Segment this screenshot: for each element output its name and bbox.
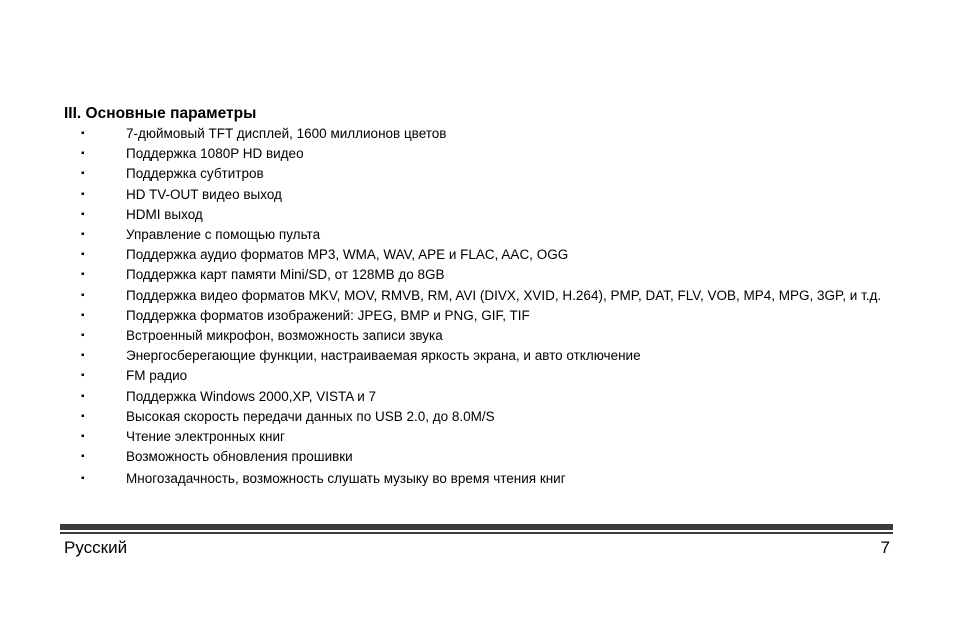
bullet-icon: ▪	[81, 148, 85, 160]
list-item	[0, 387, 954, 407]
bullet-icon: ▪	[81, 350, 85, 362]
list-item	[0, 427, 954, 447]
list-item	[0, 447, 954, 467]
bullet-icon: ▪	[81, 128, 85, 139]
list-item-text: Поддержка 1080P HD видео	[126, 146, 304, 162]
list-item-text: Поддержка субтитров	[126, 166, 264, 182]
list-item	[0, 265, 954, 285]
bullet-icon: ▪	[81, 208, 85, 220]
list-item	[0, 185, 954, 205]
footer-divider-thin	[60, 532, 893, 534]
list-item	[0, 164, 954, 184]
bullet-icon: ▪	[81, 249, 85, 261]
bullet-icon: ▪	[81, 309, 85, 321]
list-item-text: Поддержка аудио форматов MP3, WMA, WAV, APE и FLAC, AAC, OGG	[126, 247, 569, 263]
bullet-icon: ▪	[81, 431, 85, 443]
list-item	[0, 245, 954, 265]
list-item-text: Поддержка форматов изображений: JPEG, BMP и PNG, GIF, TIF	[126, 307, 530, 323]
list-item	[0, 306, 954, 326]
bullet-icon: ▪	[81, 330, 85, 342]
list-item-text: HD TV-OUT видео выход	[126, 186, 282, 202]
list-item-text: Высокая скорость передачи данных по USB 2.0, до 8.0M/S	[126, 408, 495, 424]
footer-language: Русский	[64, 538, 128, 557]
list-item-text: Поддержка Windows 2000,XP, VISTA и 7	[126, 388, 377, 404]
list-item-text: Многозадачность, возможность слушать музыку во время чтения книг	[126, 471, 566, 487]
bullet-icon: ▪	[81, 410, 85, 422]
list-item-text: Чтение электронных книг	[126, 429, 285, 445]
list-item-text: HDMI выход	[126, 206, 203, 222]
list-item	[0, 366, 954, 386]
footer-divider-thick	[60, 524, 893, 530]
bullet-icon: ▪	[81, 370, 85, 382]
list-item-text: Возможность обновления прошивки	[126, 449, 353, 465]
list-item	[0, 469, 954, 489]
bullet-icon: ▪	[81, 229, 85, 241]
page-number: 7	[880, 538, 890, 557]
bullet-icon: ▪	[81, 168, 85, 180]
list-item	[0, 407, 954, 427]
list-item-text: Энергосберегающие функции, настраиваемая яркость экрана, и авто отключение	[126, 348, 641, 364]
bullet-icon: ▪	[81, 188, 85, 200]
bullet-icon: ▪	[81, 269, 85, 281]
list-item	[0, 326, 954, 346]
list-item-text: Встроенный микрофон, возможность записи звука	[126, 328, 443, 344]
bullet-icon: ▪	[81, 390, 85, 402]
list-item-text: Поддержка видео форматов MKV, MOV, RMVB, RM, AVI (DIVX, XVID, H.264), PMP, DAT, FLV, VOB, MP4, MPG, 3GP, и т.д.	[126, 287, 882, 303]
list-item	[0, 144, 954, 164]
list-item	[0, 286, 954, 306]
list-item	[0, 225, 954, 245]
bullet-icon: ▪	[81, 451, 85, 463]
list-item-text: Поддержка карт памяти Mini/SD, от 128MB до 8GB	[126, 267, 445, 283]
list-item	[0, 124, 954, 144]
section-title: III. Основные параметры	[64, 105, 257, 122]
list-item-text: Управление с помощью пульта	[126, 227, 321, 243]
bullet-icon: ▪	[81, 289, 85, 301]
feature-list	[0, 124, 954, 490]
list-item	[0, 346, 954, 366]
list-item-text: 7-дюймовый TFT дисплей, 1600 миллионов цветов	[126, 126, 447, 141]
list-item	[0, 205, 954, 225]
bullet-icon: ▪	[81, 473, 85, 485]
list-item-text: FM радио	[126, 368, 188, 384]
